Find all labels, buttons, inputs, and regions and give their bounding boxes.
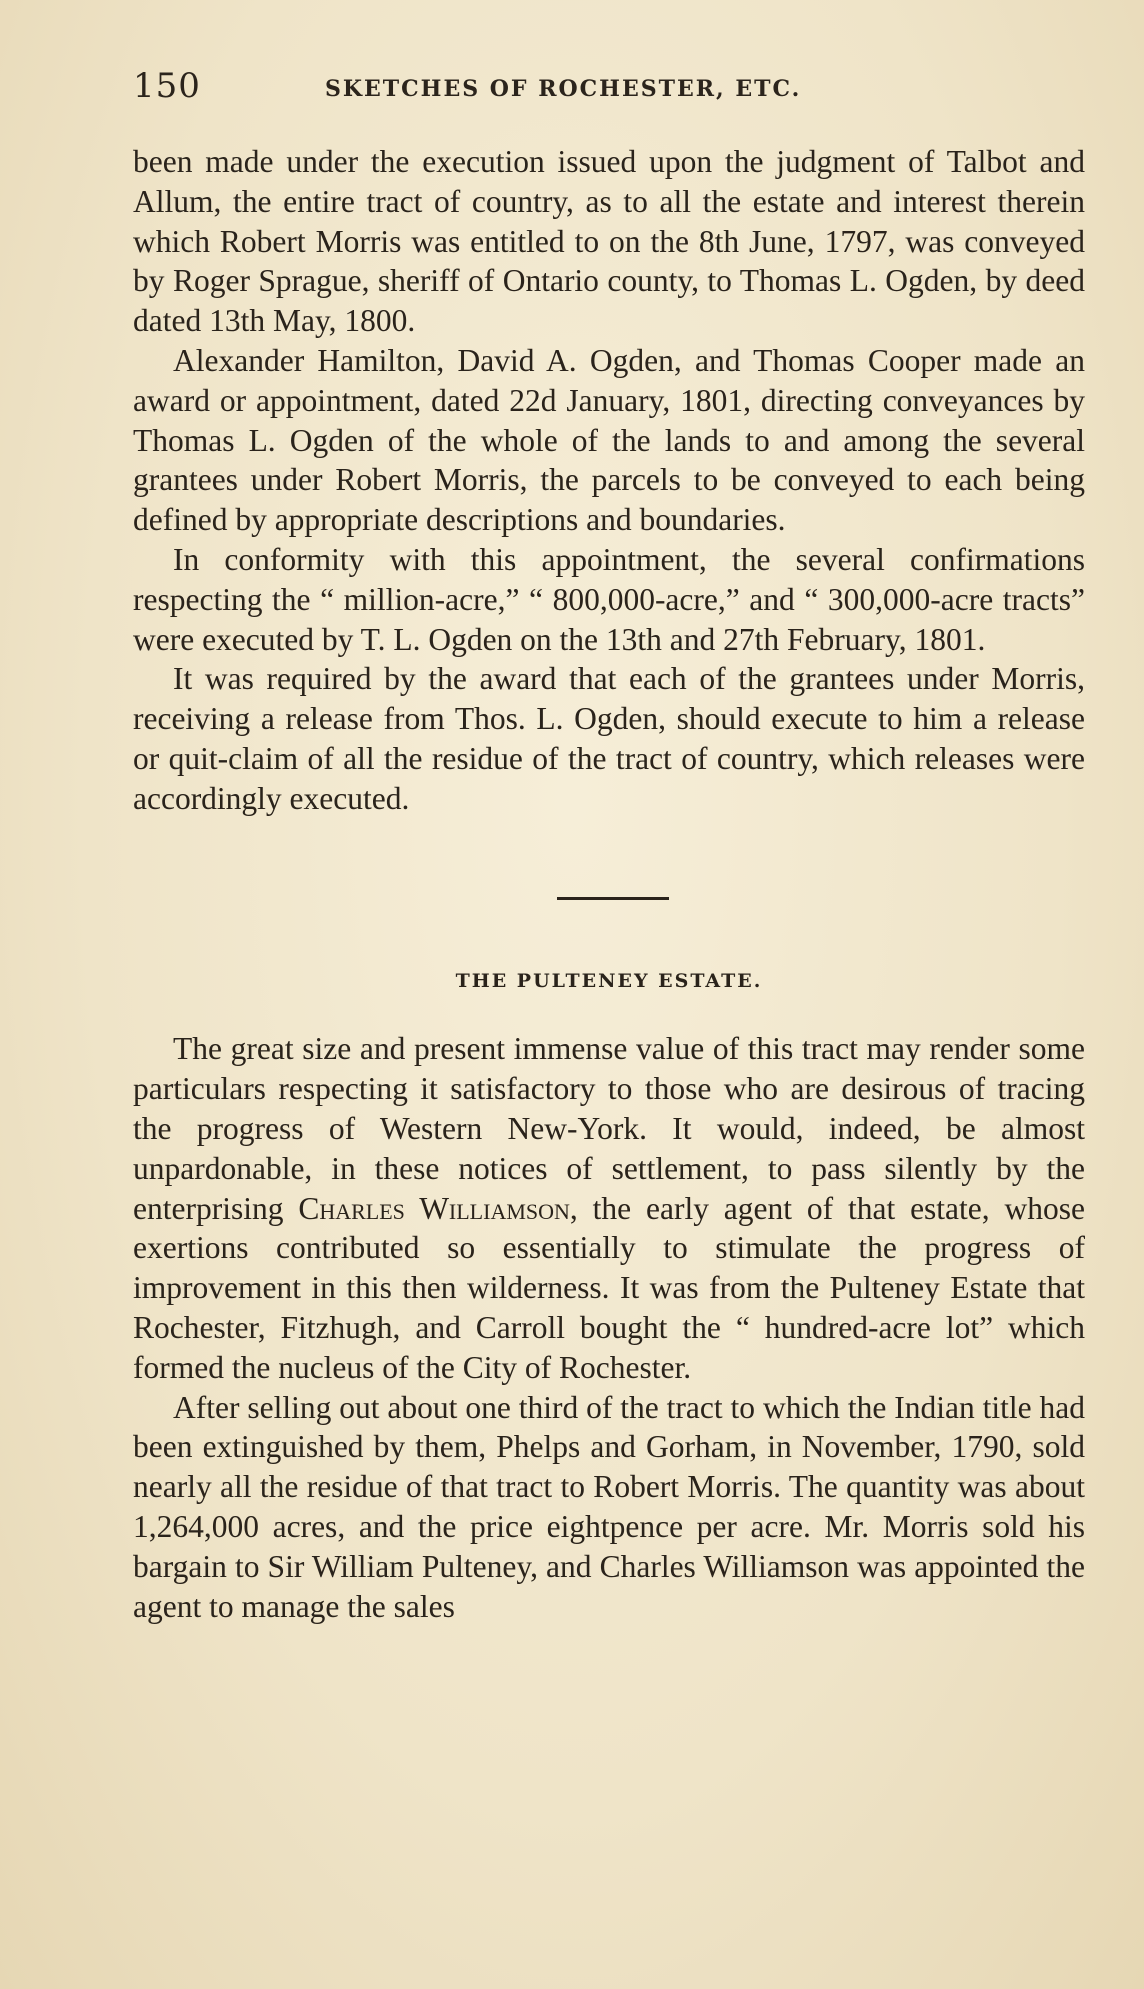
paragraph-phelps-gorham: After selling out about one third of the tract to which the Indian title had been extinguished by them, Phelps and Gorham, in November, 1790, sold nearly all the residue of that tract to Robert Morris. The quantity was about 1,264,000 acres, and the price eightpence per acre. Mr. Morris sold his bargain to Sir William Pulteney, and Charles Williamson was appointed the agent to manage the sales [133,1389,1085,1624]
paragraph-pulteney-before: The great size and present immense value of this tract may render some particulars respecting it satisfactory to those who are desirous of tracing the progress of Western New-York. It would, indeed, be almost unpardonable, in these notices of settlement, to pass silently by the enterprising [133,1031,1085,1226]
paragraph-continuation: been made under the execution issued upon the judgment of Talbot and Allum, the entire tract of country, as to all the estate and interest therein which Robert Morris was entitled to on the 8th June, 1797, was conveyed by Roger Sprague, sheriff of Ontario county, to Thomas L. Ogden, by deed dated 13th May, 1800. [133,144,1085,339]
page-header [133,66,1083,116]
page-number: 150 [133,66,201,106]
paragraph-pulteney-after: , the early agent of that estate, whose exertions contributed so essentially to stimulate the progress of improvement in this then wilderness. It was from the Pulteney Estate that Rochester, Fitzhugh, and Carroll bought the “ hundred-acre lot” which formed the nucleus of the City of Rochester. [133,1190,1085,1385]
paragraph-conformity: In conformity with this appointment, the several confirmations respecting the “ million-acre,” “ 800,000-acre,” and “ 300,000-acre tracts” were executed by T. L. Ogden on the 13th and 27th February, 1801. [133,541,1085,657]
body-text [133,142,1085,1626]
running-head: SKETCHES OF ROCHESTER, ETC. [325,76,802,102]
paragraph-pulteney-intro [133,1029,1085,1387]
paragraph-release: It was required by the award that each of the grantees under Morris, receiving a release from Thos. L. Ogden, should execute to him a release or quit-claim of all the residue of the tract of country, which releases were accordingly executed. [133,661,1085,816]
paragraph-award: Alexander Hamilton, David A. Ogden, and Thomas Cooper made an award or appointment, dated 22d January, 1801, directing conveyances by Thomas L. Ogden of the whole of the lands to and among the several grantees under Robert Morris, the parcels to be conveyed to each being defined by appropriate descriptions and boundaries. [133,342,1085,538]
section-title: THE PULTENEY ESTATE. [455,969,763,992]
person-name-williamson: Charles Williamson [298,1190,570,1226]
section-divider [557,897,669,900]
